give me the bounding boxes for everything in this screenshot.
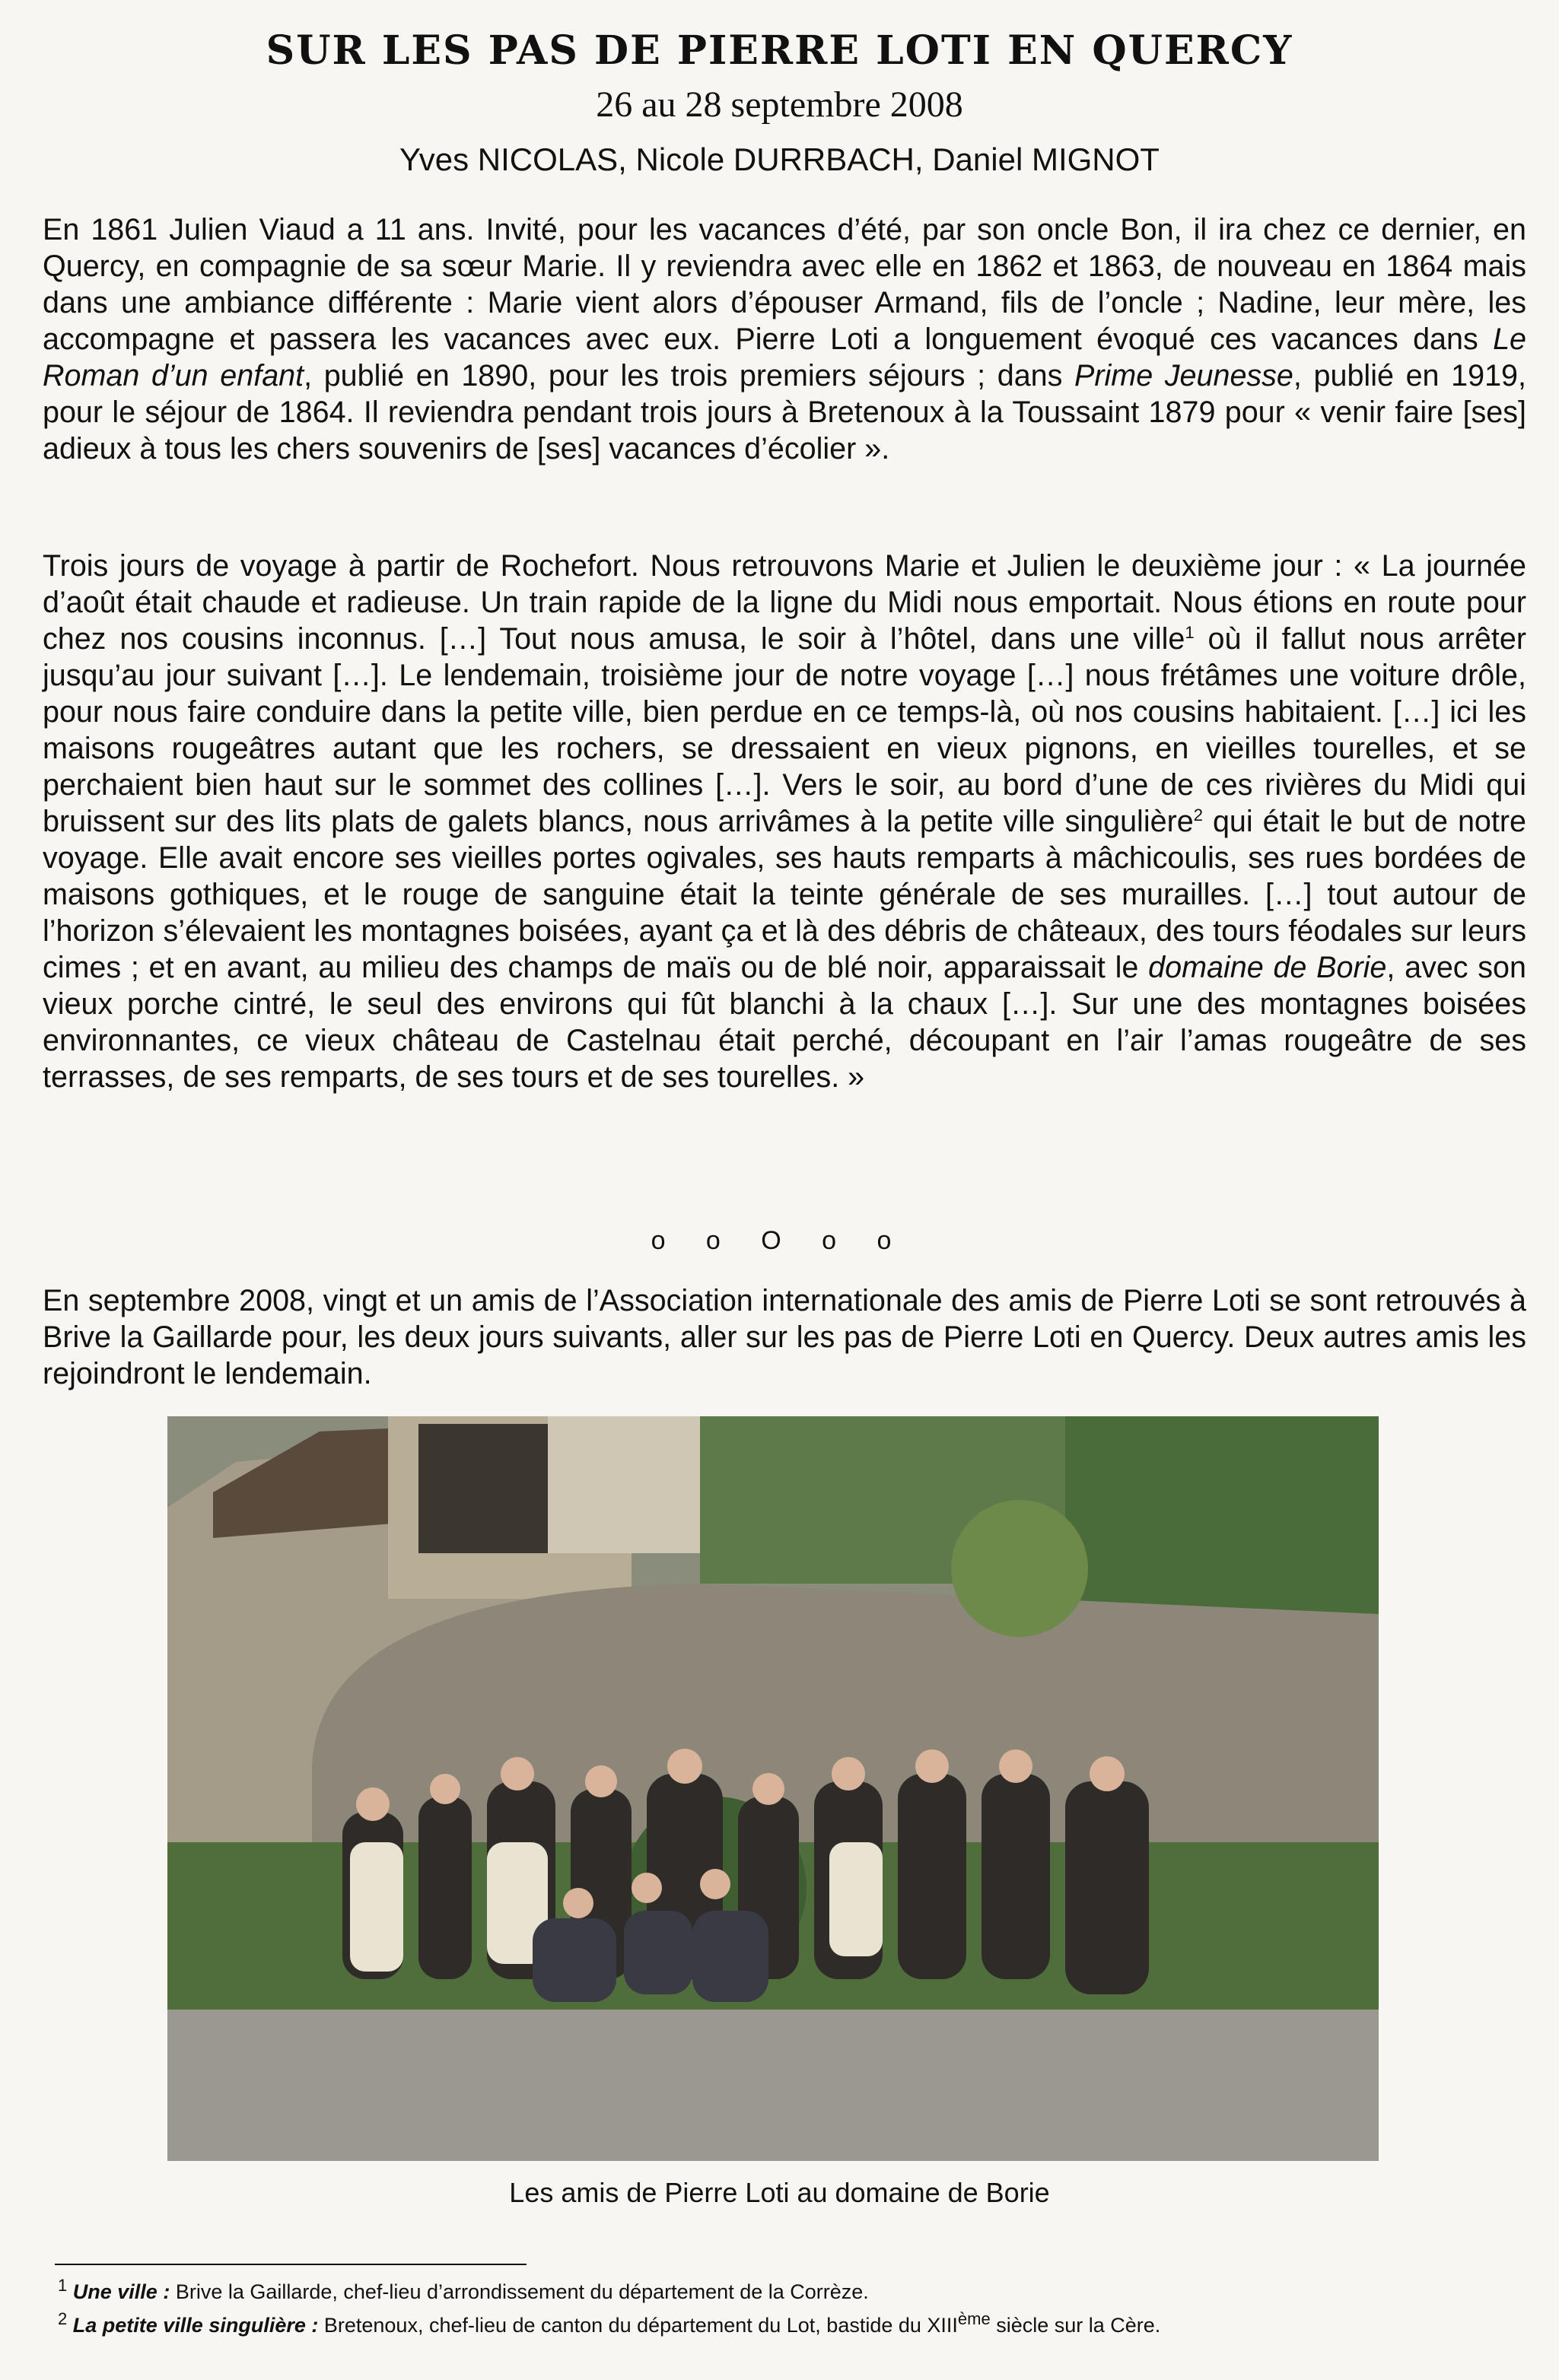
footnote-text: Brive la Gaillarde, chef-lieu d’arrondissement du département de la Corrèze. [170, 2280, 869, 2303]
footnote-term: Une ville : [72, 2280, 170, 2303]
footnote-text: Bretenoux, chef-lieu de canton du département du Lot, bastide du XIII [318, 2314, 958, 2337]
paragraph-quote [43, 548, 1526, 1095]
paragraph-text: où il fallut nous arrêter jusqu’au jour suivant […]. Le lendemain, troisième jour de notre voyage […] nous frétâmes une voiture drôle, pour nous faire conduire dans la petite ville, bien perdue en ce temps-là, où nos cousins habitaient. […] ici les maisons rougeâtres autant que les rochers, se dressaient en vieux pignons, en vieilles tourelles, et se perchaient bien haut sur le sommet des collines […]. Vers le soir, au bord d’une de ces rivières du Midi qui bruissent sur des lits plats de galets blancs, nous arrivâmes à la petite ville singulière [43, 622, 1526, 838]
article-authors: Yves NICOLAS, Nicole DURRBACH, Daniel MIGNOT [399, 141, 1160, 177]
paragraph-text: , publié en 1919, pour le séjour de 1864. Il reviendra pendant trois jours à Bretenoux à la Toussaint 1879 pour « venir faire [ses] adieux à tous les chers souvenirs de [ses] vacances d’écolier ». [43, 359, 1526, 466]
place-name: domaine de Borie [1148, 951, 1387, 984]
paragraph-text: qui était le but de notre voyage. Elle avait encore ses vieilles portes ogivales, ses hauts remparts à mâchicoulis, ses rues bordées de maisons gothiques, et le rouge de sanguine était la teinte générale de ses murailles. […] tout autour de l’horizon s’élevaient les montagnes boisées, ayant ça et là des débris de châteaux, des tours féodales sur leurs cimes ; et en avant, au milieu des champs de maïs ou de blé noir, apparaissait le [43, 805, 1526, 984]
footnote-number: 2 [58, 2309, 68, 2328]
footnote-text: siècle sur la Cère. [990, 2314, 1161, 2337]
footnote-divider [55, 2264, 527, 2265]
footnote-2 [58, 2309, 1161, 2337]
footnote-term: La petite ville singulière : [72, 2314, 319, 2337]
footnote-ref: 1 [1185, 622, 1195, 642]
paragraph-text: En 1861 Julien Viaud a 11 ans. Invité, pour les vacances d’été, par son oncle Bon, il ira chez ce dernier, en Quercy, en compagnie de sa sœur Marie. Il y reviendra avec elle en 1862 et 1863, de nouveau en 1864 mais dans une ambiance différente : Marie vient alors d’épouser Armand, fils de l’oncle ; Nadine, leur mère, les accompagne et passera les vacances avec eux. Pierre Loti a longuement évoqué ces vacances dans [43, 213, 1526, 356]
paragraph-trip: En septembre 2008, vingt et un amis de l’Association internationale des amis de Pierre Loti se sont retrouvés à Brive la Gaillarde pour, les deux jours suivants, aller sur les pas de Pierre Loti en Quercy. Deux autres amis les rejoindront le lendemain. [43, 1284, 1526, 1390]
book-title: Le Roman d’un enfant [43, 323, 1526, 392]
footnote-number: 1 [58, 2276, 68, 2295]
footnote-ref: 2 [1193, 805, 1203, 825]
footnote-1 [58, 2276, 869, 2304]
paragraph-text: , publié en 1890, pour les trois premiers séjours ; dans [304, 359, 1075, 392]
paragraph-text: Trois jours de voyage à partir de Rochefort. Nous retrouvons Marie et Julien le deuxième jour : « La journée d’août était chaude et radieuse. Un train rapide de la ligne du Midi nous emportait. Nous étions en route pour chez nos cousins inconnus. […] Tout nous amusa, le soir à l’hôtel, dans une ville [43, 549, 1526, 656]
article-title: SUR LES PAS DE PIERRE LOTI EN QUERCY [266, 27, 1293, 74]
paragraph-intro [43, 211, 1526, 467]
footnote-superscript: ème [957, 2309, 991, 2328]
separator: o o O o o [651, 1226, 908, 1255]
article-dates: 26 au 28 septembre 2008 [596, 84, 963, 125]
paragraph-text: , avec son vieux porche cintré, le seul des environs qui fût blanchi à la chaux […]. Sur une des montagnes boisées environnantes, ce vieux château de Castelnau était perché, découpant en l’air l’amas rougeâtre de ses terrasses, de ses remparts, de ses tours et de ses tourelles. » [43, 951, 1526, 1094]
book-title: Prime Jeunesse [1074, 359, 1293, 392]
photo-caption: Les amis de Pierre Loti au domaine de Borie [509, 2177, 1050, 2208]
group-photo [167, 1416, 1379, 2161]
